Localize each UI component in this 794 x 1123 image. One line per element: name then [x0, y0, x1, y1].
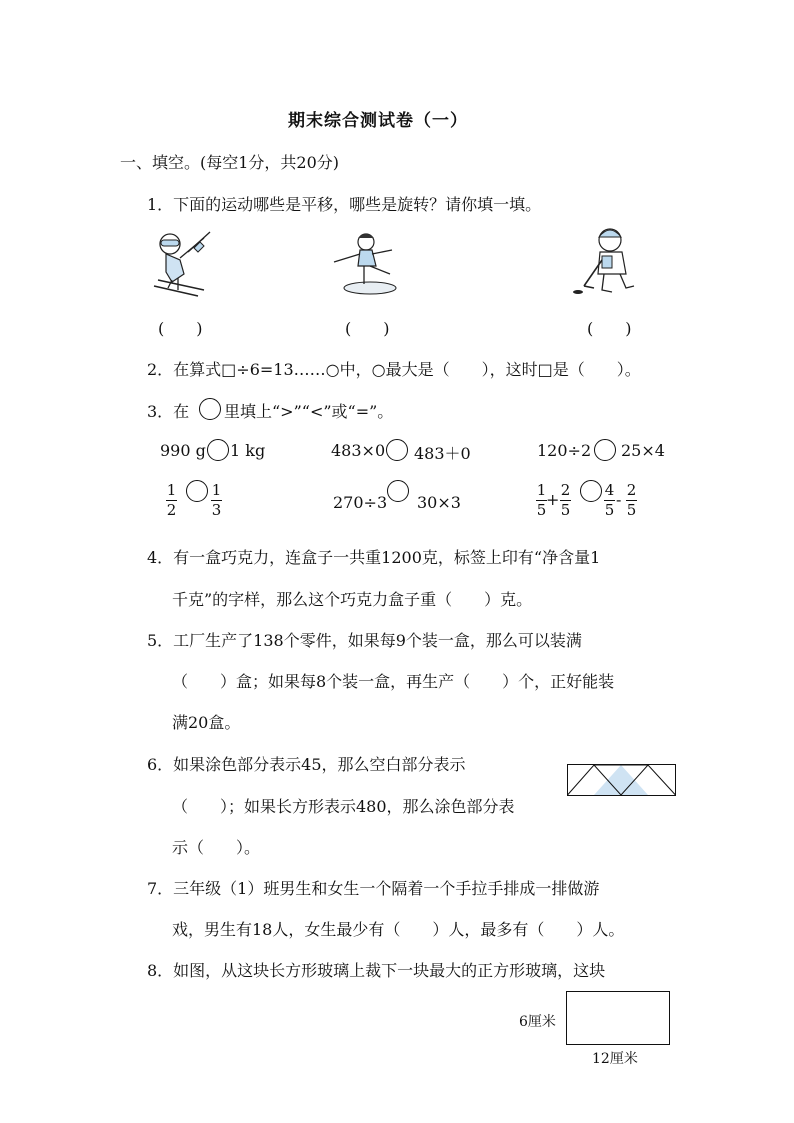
glass-rectangle: [566, 991, 670, 1045]
fraction-2-5-a: [560, 482, 571, 519]
compare-circle-r2a[interactable]: [186, 480, 208, 502]
q3-r1-a-right: 1 kg: [230, 441, 266, 460]
q6-line2: （ ）；如果长方形表示480，那么涂色部分表: [172, 797, 515, 816]
section-heading: 一、填空。(每空1分，共20分): [120, 153, 340, 172]
hockey-player-illustration: [572, 222, 642, 302]
fraction-numerator: 2: [626, 481, 637, 499]
fraction-1-3: [211, 482, 222, 519]
page-title: 期末综合测试卷（一）: [288, 111, 468, 131]
q6-line3: 示（ ）。: [172, 838, 261, 857]
fraction-numerator: 4: [604, 481, 615, 499]
q3-text-start: 3．在: [147, 402, 190, 421]
fraction-denominator: 3: [211, 501, 222, 519]
fraction-denominator: 5: [604, 501, 615, 519]
q1-answer-2: ( ): [345, 319, 390, 338]
q3-r1-c-right: 25×4: [621, 441, 665, 460]
compare-circle-r1a[interactable]: [207, 439, 229, 461]
q1-answer-1: ( ): [158, 319, 203, 338]
skier-illustration: [148, 222, 218, 302]
fraction-denominator: 5: [626, 501, 637, 519]
compare-circle-r1b[interactable]: [386, 439, 408, 461]
fraction-numerator: 1: [536, 481, 547, 499]
q5-line3: 满20盒。: [172, 713, 241, 732]
compare-circle-r1c[interactable]: [594, 439, 616, 461]
plus-sign: +: [546, 490, 560, 509]
fraction-4-5: [604, 482, 615, 519]
fraction-2-5-b: [626, 482, 637, 519]
q5-line2: （ ）盒；如果每8个装一盒，再生产（ ）个，正好能装: [172, 672, 615, 691]
q2-text: 2．在算式□÷6=13……○中，○最大是（ ），这时□是（ ）。: [147, 360, 641, 379]
q6-line1: 6．如果涂色部分表示45，那么空白部分表示: [147, 755, 466, 774]
compare-circle-r2b[interactable]: [387, 480, 409, 502]
q3-r1-a-left: 990 g: [160, 441, 206, 460]
q3-text-end: 里填上“>”“<”或“=”。: [224, 402, 394, 421]
q3-r1-c-left: 120÷2: [537, 441, 592, 460]
fraction-numerator: 1: [166, 481, 177, 499]
compare-circle-r2c[interactable]: [580, 480, 602, 502]
compare-circle-icon: [199, 398, 221, 420]
fraction-denominator: 5: [536, 501, 547, 519]
triangle-rectangle-figure: [567, 764, 677, 796]
skater-illustration: [328, 228, 408, 298]
q4-line2: 千克”的字样，那么这个巧克力盒子重（ ）克。: [172, 590, 533, 609]
fraction-denominator: 2: [166, 501, 177, 519]
q7-line1: 7．三年级（1）班男生和女生一个隔着一个手拉手排成一排做游: [147, 879, 600, 898]
fraction-1-2: [166, 482, 177, 519]
q1-text: 1．下面的运动哪些是平移，哪些是旋转？请你填一填。: [147, 195, 542, 214]
width-label: 12厘米: [592, 1051, 638, 1067]
height-label: 6厘米: [519, 1014, 556, 1030]
q3-r1-b-right: 483＋0: [414, 444, 471, 463]
q3-r2-b-left: 270÷3: [333, 493, 388, 512]
minus-sign: -: [616, 490, 622, 509]
fraction-numerator: 2: [560, 481, 571, 499]
q8-line1: 8．如图，从这块长方形玻璃上裁下一块最大的正方形玻璃，这块: [147, 961, 606, 980]
q1-answer-3: ( ): [587, 319, 632, 338]
q7-line2: 戏，男生有18人，女生最少有（ ）人，最多有（ ）人。: [172, 920, 625, 939]
q3-r2-b-right: 30×3: [417, 493, 461, 512]
fraction-denominator: 5: [560, 501, 571, 519]
q5-line1: 5．工厂生产了138个零件，如果每9个装一盒，那么可以装满: [147, 631, 582, 650]
q3-r1-b-left: 483×0: [331, 441, 386, 460]
fraction-numerator: 1: [211, 481, 222, 499]
q4-line1: 4．有一盒巧克力，连盒子一共重1200克，标签上印有“净含量1: [147, 548, 601, 567]
